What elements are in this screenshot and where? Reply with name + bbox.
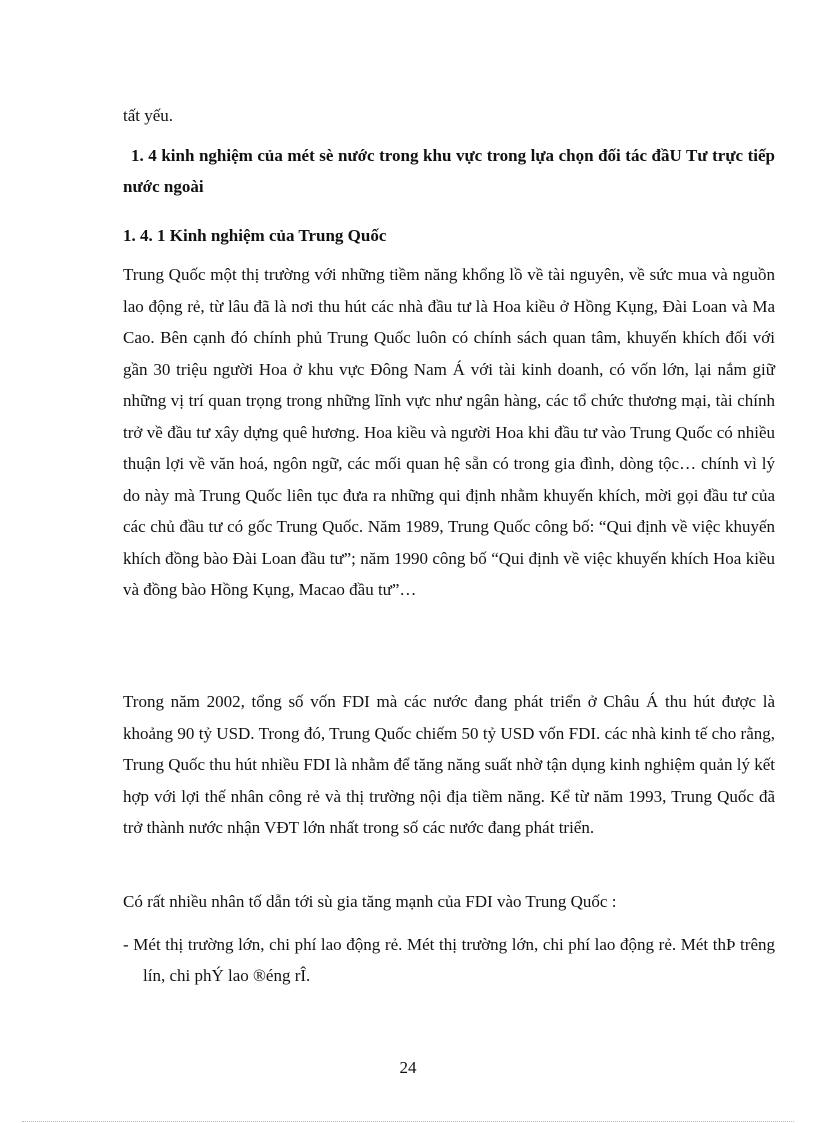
page-number: 24: [399, 1058, 417, 1077]
bullet-item-market: - Mét thị trường lớn, chi phí lao động rẻ. Mét thị trường lớn, chi phí lao động rẻ. Mét thÞ trêng lín, chi phÝ lao ®éng rÎ.: [123, 935, 775, 985]
intro-tail-text: tất yếu.: [123, 106, 174, 125]
paragraph-china-overseas-investors: Trung Quốc một thị trường với những tiềm năng khổng lồ về tài nguyên, về sức mua và nguồn lao động rẻ, từ lâu đã là nơi thu hút các nhà đầu tư là Hoa kiều ở Hồng Kụng, Đài Loan và Ma Cao. Bên cạnh đó chính phủ Trung Quốc luôn có chính sách quan tâm, khuyến khích đối với gần 30 triệu người Hoa ở khu vực Đông Nam Á với tài kinh doanh, có vốn lớn, lại nắm giữ những vị trí quan trọng trong những lĩnh vực như ngân hàng, các tổ chức thương mại, tài chính trở về đầu tư xây dựng quê hương. Hoa kiều và người Hoa khi đầu tư vào Trung Quốc có nhiều thuận lợi về văn hoá, ngôn ngữ, các mối quan hệ sẵn có trong gia đình, dòng tộc… chính vì lý do này mà Trung Quốc liên tục đưa ra những qui định nhằm khuyến khích, mời gọi đầu tư của các chủ đầu tư có gốc Trung Quốc. Năm 1989, Trung Quốc công bố: “Qui định về việc khuyến khích đồng bào Đài Loan đầu tư”; năm 1990 công bố “Qui định về việc khuyến khích Hoa kiều và đồng bào Hồng Kụng, Macao đầu tư”…: [123, 265, 775, 599]
footer-divider: [22, 1121, 794, 1122]
paragraph-factors-intro: Có rất nhiều nhân tố dẫn tới sù gia tăng mạnh của FDI vào Trung Quốc :: [123, 892, 617, 911]
section-heading: 1. 4 kinh nghiệm của mét sè nước trong khu vực trong lựa chọn đối tác đầU Tư trực tiếp nước ngoài: [123, 146, 775, 196]
paragraph-fdi-2002: Trong năm 2002, tổng số vốn FDI mà các nước đang phát triển ở Châu Á thu hút được là khoảng 90 tỷ USD. Trong đó, Trung Quốc chiếm 50 tỷ USD vốn FDI. các nhà kinh tế cho rằng, Trung Quốc thu hút nhiều FDI là nhằm để tăng năng suất nhờ tận dụng kinh nghiệm quản lý kết hợp với lợi thế nhân công rẻ và thị trường nội địa tiềm năng. Kể từ năm 1993, Trung Quốc đã trở thành nước nhận VĐT lớn nhất trong số các nước đang phát triển.: [123, 692, 775, 837]
subsection-heading: 1. 4. 1 Kinh nghiệm của Trung Quốc: [123, 226, 387, 245]
